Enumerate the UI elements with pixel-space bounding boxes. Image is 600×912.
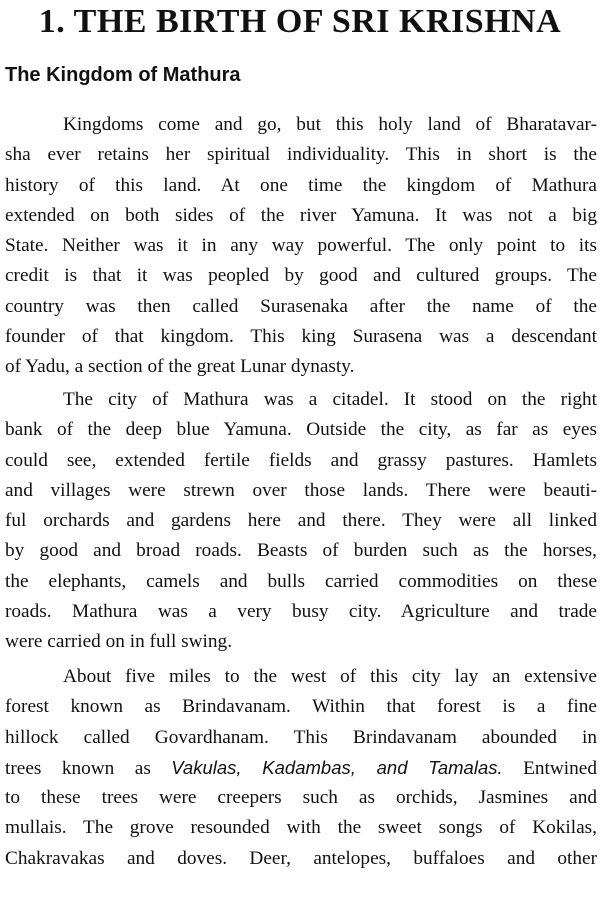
text-line: roads. Mathura was a very busy city. Agriculture and trade <box>5 601 597 623</box>
italic-tree-names: Vakulas, Kadambas, and Tamalas. <box>171 756 503 778</box>
text-line: history of this land. At one time the kingdom of Mathura <box>5 174 597 196</box>
text-line: Chakravakas and doves. Deer, antelopes, buffaloes and other <box>5 847 597 869</box>
text-line: mullais. The grove resounded with the sweet songs of Kokilas, <box>5 817 597 839</box>
text-line: and villages were strewn over those lands. There were beauti- <box>5 479 597 501</box>
text-run: trees known as <box>5 757 172 779</box>
text-line: About five miles to the west of this city lay an extensive <box>63 666 597 687</box>
text-line: country was then called Surasenaka after the name of the <box>5 295 597 317</box>
paragraph-1 <box>5 110 597 383</box>
text-line: extended on both sides of the river Yamuna. It was not a big <box>5 204 597 226</box>
text-line: ful orchards and gardens here and there. They were all linked <box>5 510 597 532</box>
text-line-with-italics <box>5 753 597 783</box>
text-line: credit is that it was peopled by good and cultured groups. The <box>5 265 597 287</box>
text-line: The city of Mathura was a citadel. It stood on the right <box>63 389 597 410</box>
paragraph-2 <box>5 385 597 658</box>
text-line: bank of the deep blue Yamuna. Outside the city, as far as eyes <box>5 419 597 441</box>
text-line: of Yadu, a section of the great Lunar dynasty. <box>5 356 355 378</box>
text-line: Kingdoms come and go, but this holy land of Bharatavar- <box>63 114 597 135</box>
text-line: sha ever retains her spiritual individuality. This in short is the <box>5 144 597 166</box>
text-line: to these trees were creepers such as orchids, Jasmines and <box>5 787 597 809</box>
text-line: by good and broad roads. Beasts of burden such as the horses, <box>5 540 597 562</box>
text-line: State. Neither was it in any way powerful. The only point to its <box>5 235 597 257</box>
text-line: the elephants, camels and bulls carried commodities on these <box>5 570 597 592</box>
paragraph-3 <box>5 662 597 874</box>
text-run: Entwined <box>502 757 597 779</box>
text-line: were carried on in full swing. <box>5 631 233 653</box>
section-heading: The Kingdom of Mathura <box>5 64 241 86</box>
text-line: founder of that kingdom. This king Surasena was a descendant <box>5 326 597 348</box>
chapter-title: 1. THE BIRTH OF SRI KRISHNA <box>38 3 562 40</box>
text-line: forest known as Brindavanam. Within that forest is a fine <box>5 696 597 718</box>
text-line: hillock called Govardhanam. This Brindavanam abounded in <box>5 726 597 748</box>
text-line: could see, extended fertile fields and grassy pastures. Hamlets <box>5 449 597 471</box>
